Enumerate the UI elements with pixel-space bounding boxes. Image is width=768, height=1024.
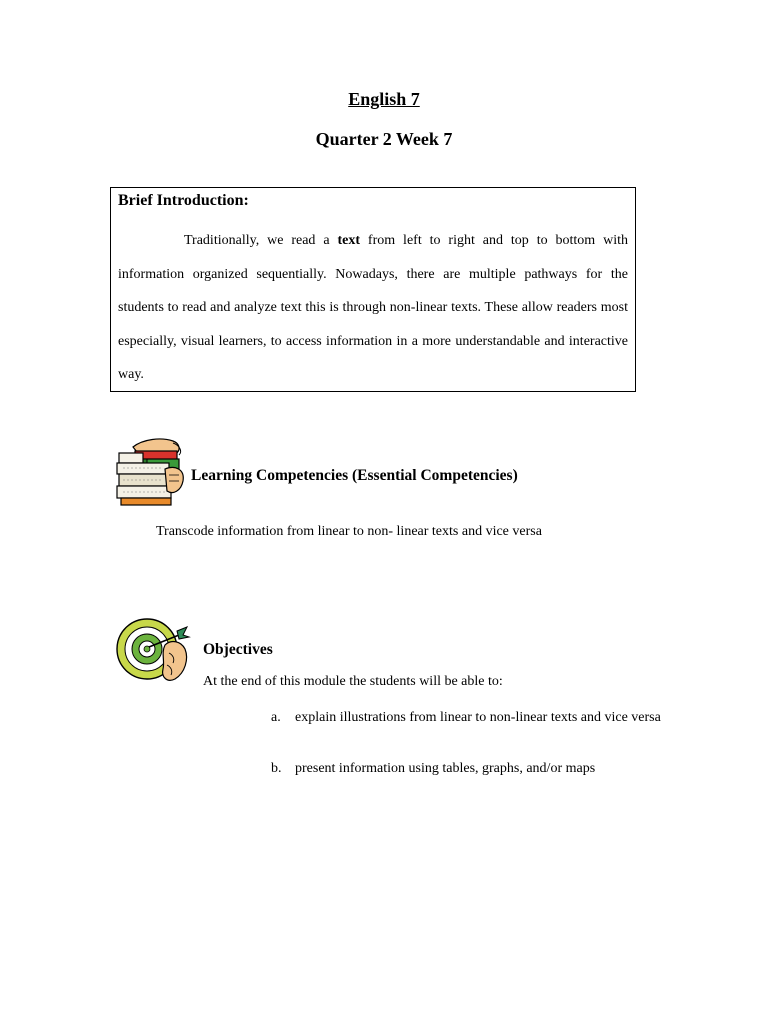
learning-competencies-heading: Learning Competencies (Essential Competencies)	[191, 467, 518, 484]
objective-text: explain illustrations from linear to non-linear texts and vice versa	[295, 710, 661, 725]
books-icon	[113, 435, 191, 507]
objective-letter: a.	[271, 710, 281, 725]
document-subtitle: Quarter 2 Week 7	[315, 129, 453, 149]
objective-letter: b.	[271, 761, 282, 776]
brief-introduction-heading: Brief Introduction:	[118, 192, 249, 209]
intro-text-start: Traditionally, we read a	[184, 233, 338, 248]
objectives-heading: Objectives	[203, 641, 273, 658]
brief-introduction-text	[118, 224, 628, 392]
intro-text-end: from left to right and top to bottom with information organized sequentially. Nowadays, there are multiple pathways for the students to read and analyze text this is through non-linear texts. These allow readers most especially, visual learners, to access information in a more understandable and interactive way.	[118, 233, 628, 382]
brief-introduction-box	[110, 187, 636, 392]
target-icon	[115, 617, 195, 687]
intro-bold-word: text	[337, 233, 361, 248]
document-title: English 7	[348, 89, 420, 109]
objectives-lead-text: At the end of this module the students will be able to:	[203, 674, 503, 689]
objective-text: present information using tables, graphs, and/or maps	[295, 761, 596, 776]
learning-competency-text: Transcode information from linear to non- linear texts and vice versa	[156, 524, 542, 539]
